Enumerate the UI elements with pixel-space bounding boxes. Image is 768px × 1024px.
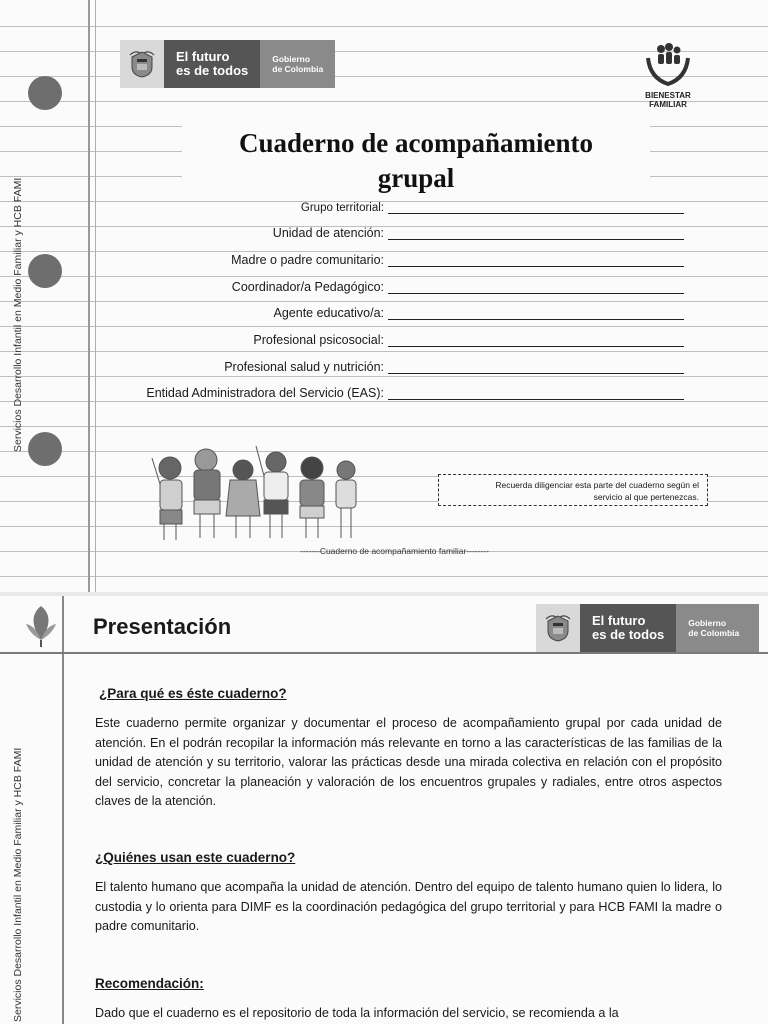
section-heading-recommendation: Recomendación: (95, 976, 204, 991)
section-heading-purpose: ¿Para qué es éste cuaderno? (99, 686, 287, 701)
side-service-text: Servicios Desarrollo Infantil en Medio Familiar y HCB FAMI (12, 747, 24, 1022)
form-field-madre-padre[interactable]: Madre o padre comunitario: (120, 249, 684, 267)
fill-line[interactable] (388, 201, 684, 214)
gobierno-label: Gobierno de Colombia (260, 40, 335, 88)
form-field-grupo-territorial[interactable]: Grupo territorial: (120, 196, 684, 214)
form-field-psicosocial[interactable]: Profesional psicosocial: (120, 329, 684, 347)
page-footer: -------Cuaderno de acompañamiento familiar-------- (300, 546, 489, 556)
margin-line (88, 0, 90, 592)
page-title: Presentación (93, 614, 232, 639)
gobierno-label: Gobierno de Colombia (676, 604, 759, 652)
form-field-agente[interactable]: Agente educativo/a: (120, 302, 684, 320)
bienestar-familiar-logo: BIENESTAR FAMILIAR (638, 42, 698, 109)
fill-line[interactable] (388, 387, 684, 400)
reminder-note: Recuerda diligenciar esta parte del cuaderno según el servicio al que pertenezcas. (438, 474, 708, 506)
paragraph-purpose: Este cuaderno permite organizar y documentar el proceso de acompañamiento grupal por cada unidad de atención. En el podrán recopilar la información más relevante en torno a las características de las familias de la unidad de atención y su territorio, valorar las prácticas desde una mirada colectiva en relación con el propósito del servicio, concretar la planeación y valoración de los encuentros grupales y radiales, entre otros aspectos claves de la atención. (95, 716, 722, 809)
gov-logo (536, 604, 759, 652)
fill-line[interactable] (388, 334, 684, 347)
fill-line[interactable] (388, 227, 684, 240)
fill-line[interactable] (388, 307, 684, 320)
fill-line[interactable] (388, 281, 684, 294)
colombia-shield-icon (536, 604, 580, 652)
binder-hole (28, 76, 62, 110)
form-field-unidad-atencion[interactable]: Unidad de atención: (120, 222, 684, 240)
paragraph-recommendation: Dado que el cuaderno es el repositorio de toda la información del servicio, se recomienda a la (95, 1006, 619, 1020)
leaf-icon (20, 604, 62, 648)
binder-hole (28, 254, 62, 288)
margin-line-secondary (95, 0, 96, 592)
fill-line[interactable] (388, 254, 684, 267)
binder-hole (28, 432, 62, 466)
presentation-page (0, 596, 768, 1024)
children-illustration (148, 440, 368, 545)
document-title: Cuaderno de acompañamiento grupal (182, 126, 650, 196)
header-divider (0, 652, 768, 654)
futuro-label: El futuro es de todos (164, 40, 260, 88)
paragraph-users: El talento humano que acompaña la unidad de atención. Dentro del equipo de talento humano quien lo lidera, lo custodia y lo orienta para DIMF es la coordinación pedagógica del grupo territorial y para HCB FAMI la madre o padre comunitario. (95, 880, 722, 934)
form-field-coordinador[interactable]: Coordinador/a Pedagógico: (120, 276, 684, 294)
margin-line (62, 596, 64, 1024)
colombia-shield-icon (120, 40, 164, 88)
gov-logo (120, 40, 335, 88)
fill-line[interactable] (388, 361, 684, 374)
family-hands-icon (644, 42, 692, 86)
form-field-salud[interactable]: Profesional salud y nutrición: (120, 356, 684, 374)
section-heading-users: ¿Quiénes usan este cuaderno? (95, 850, 296, 865)
futuro-label: El futuro es de todos (580, 604, 676, 652)
side-service-text: Servicios Desarrollo Infantil en Medio Familiar y HCB FAMI (12, 177, 24, 452)
form-field-eas[interactable]: Entidad Administradora del Servicio (EAS): (120, 382, 684, 400)
